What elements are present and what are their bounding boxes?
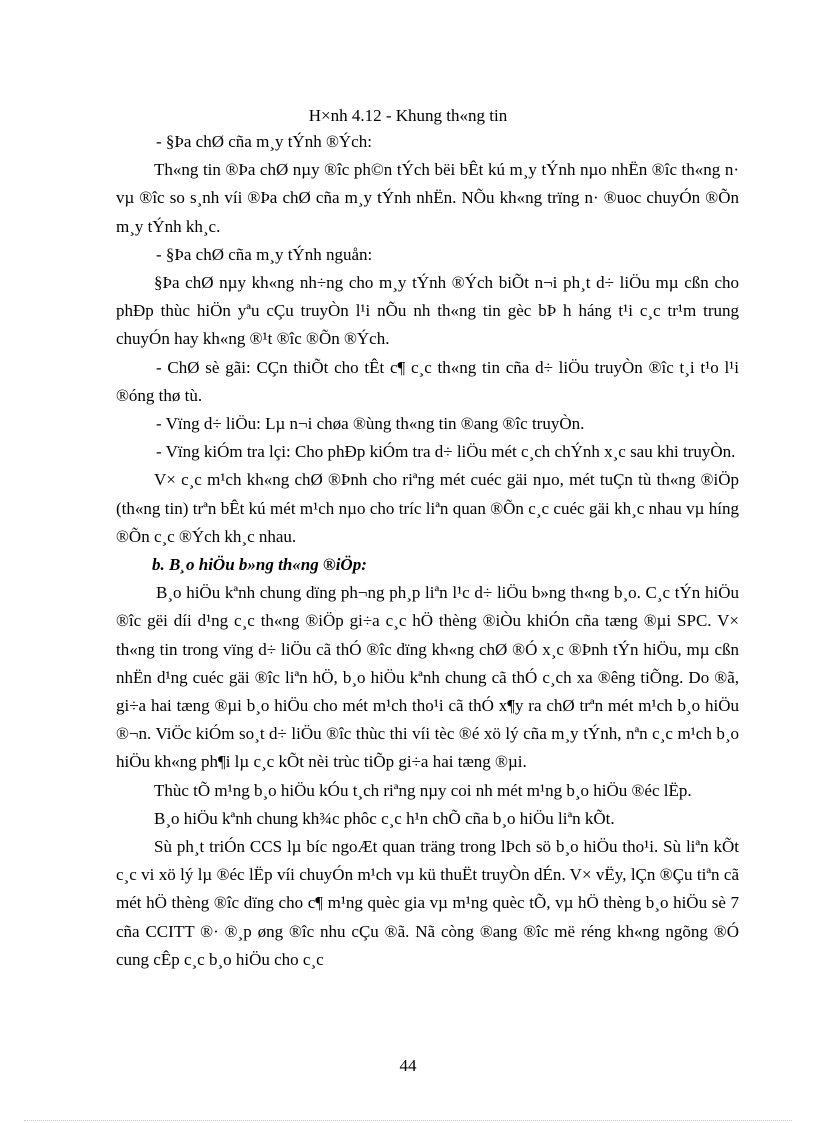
paragraph-source-address-heading: - §Þa chØ cña m¸y tÝnh nguån: bbox=[156, 244, 373, 264]
body-text bbox=[116, 128, 739, 974]
figure-caption: H×nh 4.12 - Khung th«ng tin bbox=[308, 106, 508, 125]
paragraph-error-check: - Vïng kiÓm tra lçi: Cho phÐp kiÓm tra d÷ liÖu mét c¸ch chÝnh x¸c sau khi truyÒn. bbox=[156, 442, 736, 462]
paragraph-message-signaling: B¸o hiÖu kªnh chung dïng ph¬ng ph¸p liªn l¹c d÷ liÖu b»ng th«ng b¸o. C¸c tÝn hiÖu ®îc gëi díi d¹ng c¸c th«ng ®iÖp gi÷a c¸c hÖ thèng ®iÒu khiÓn cña tæng ®µi SPC. V× th«ng tin trong vïng d÷ liÖu cã thÓ ®îc dïng kh«ng chØ ®Ó x¸c ®Þnh tÝn hiÖu, mµ cßn nhËn d¹ng cuéc gäi ®îc liªn hÖ, b¸o hiÖu kªnh chung cã thÓ c¸ch xa ®êng tiÕng. Do ®ã, gi÷a hai tæng ®µi b¸o hiÖu cho mét m¹ch tho¹i cã thÓ x¶y ra chØ trªn mét m¹ch b¸o hiÖu ®¬n. ViÖc kiÓm so¸t d÷ liÖu ®îc thùc thi víi tèc ®é xö lý cña m¸y tÝnh, nªn c¸c m¹ch b¸o hiÖu kh«ng ph¶i lµ c¸c kÕt nèi trùc tiÕp gi÷a hai tæng ®µi. bbox=[116, 583, 739, 772]
paragraph-ccs-development: Sù ph¸t triÓn CCS lµ bíc ngoÆt quan träng trong lÞch sö b¸o hiÖu tho¹i. Sù liªn kÕt c¸c vi xö lý lµ ®éc lËp víi chuyÓn m¹ch vµ kü thuËt truyÒn dÉn. V× vËy, lÇn ®Çu tiªn cã mét hÖ thèng ®îc dïng cho c¶ m¹ng quèc gia vµ m¹ng quèc tÕ, vµ hÖ thèng b¸o hiÖu sè 7 cña CCITT ®· ®¸p øng ®îc nhu cÇu ®ã. Nã còng ®ang ®îc më réng kh«ng ngõng ®Ó cung cÊp c¸c b¸o hiÖu cho c¸c bbox=[116, 837, 739, 969]
page-border-divider bbox=[24, 1120, 792, 1121]
paragraph-circuits: V× c¸c m¹ch kh«ng chØ ®Þnh cho riªng mét cuéc gäi nµo, mét tuÇn tù th«ng ®iÖp (th«ng tin) trªn bÊt kú mét m¹ch nµo cho tríc liªn quan ®Õn c¸c cuéc gäi kh¸c nhau vµ híng ®Õn c¸c ®Ých kh¸c nhau. bbox=[116, 470, 739, 546]
paragraph-dest-address: Th«ng tin ®Þa chØ nµy ®îc ph©n tÝch bëi bÊt kú m¸y tÝnh nµo nhËn ®îc th«ng n· vµ ®îc so s¸nh víi ®Þa chØ cña m¸y tÝnh nhËn. NÕu kh«ng trïng n· ®uoc chuyÓn ®Õn m¸y tÝnh kh¸c. bbox=[116, 160, 739, 236]
paragraph-independent-network: Thùc tÕ m¹ng b¸o hiÖu kÓu t¸ch riªng nµy coi nh mét m¹ng b¸o hiÖu ®éc lËp. bbox=[154, 780, 692, 800]
section-heading: b. B¸o hiÖu b»ng th«ng ®iÖp: bbox=[152, 555, 367, 575]
paragraph-ccs-advantage: B¸o hiÖu kªnh chung kh¾c phôc c¸c h¹n chÕ cña b¸o hiÖu liªn kÕt. bbox=[154, 808, 615, 828]
paragraph-dest-address-heading: - §Þa chØ cña m¸y tÝnh ®Ých: bbox=[156, 132, 372, 151]
paragraph-data-field: - Vïng d÷ liÖu: Lµ n¬i chøa ®ùng th«ng tin ®ang ®îc truyÒn. bbox=[156, 414, 585, 434]
paragraph-source-address: §Þa chØ nµy kh«ng nh÷ng cho m¸y tÝnh ®Ých biÕt n¬i ph¸t d÷ liÖu mµ cßn cho phÐp thùc hiÖn yªu cÇu truyÒn l¹i nÕu nh th«ng tin gèc bÞ h háng t¹i c¸c tr¹m trung chuyÓn hay kh«ng ®¹t ®îc ®Õn ®Ých. bbox=[116, 273, 739, 349]
paragraph-packet-index: - ChØ sè gãi: CÇn thiÕt cho tÊt c¶ c¸c th«ng tin cña d÷ liÖu truyÒn ®îc t¸i t¹o l¹i ®óng thø tù. bbox=[116, 357, 739, 405]
page-number: 44 bbox=[399, 1056, 417, 1075]
